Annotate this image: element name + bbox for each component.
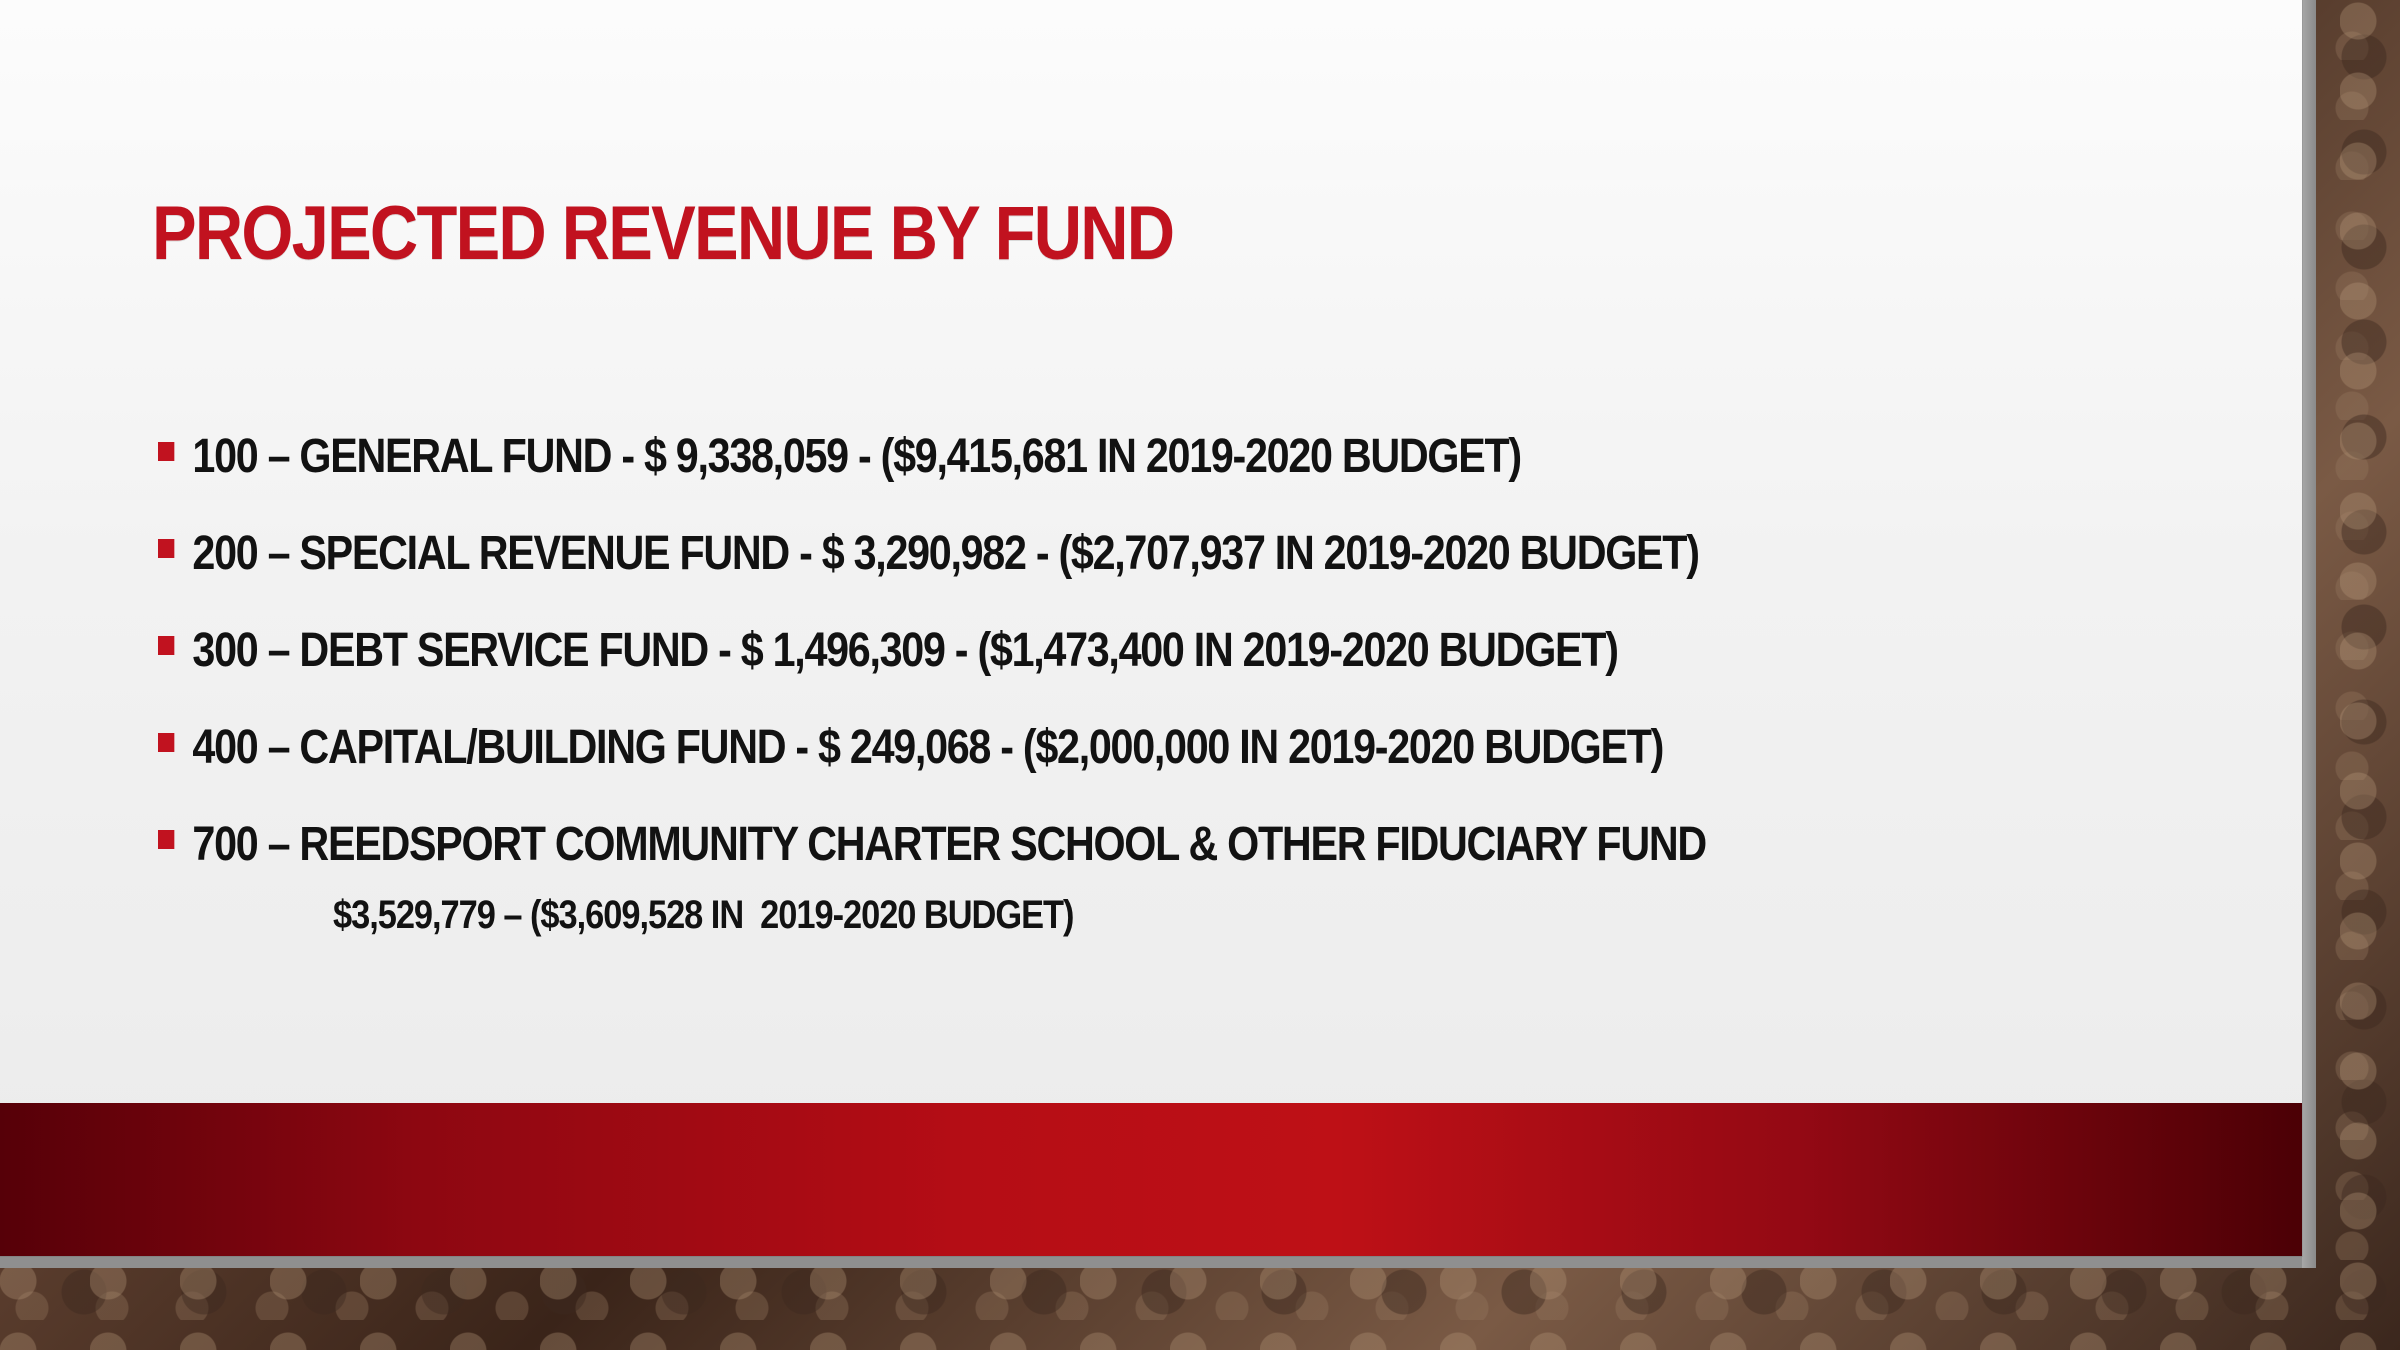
bullet-square-icon	[158, 733, 174, 752]
footer-red-band	[0, 1103, 2302, 1256]
fiduciary-fund-amount: $3,529,779 – ($3,609,528 IN 2019-2020 BUDGET)	[333, 893, 1074, 937]
slide-right-shadow	[2302, 0, 2316, 1268]
fund-item-special-revenue	[158, 522, 1792, 619]
bullet-square-icon	[158, 539, 174, 558]
bullet-square-icon	[158, 636, 174, 655]
fund-list	[158, 425, 2058, 910]
fund-item-text: 200 – SPECIAL REVENUE FUND - $ 3,290,982 - ($2,707,937 IN 2019-2020 BUDGET)	[192, 527, 1699, 580]
bullet-square-icon	[158, 442, 174, 461]
fund-item-text: 300 – DEBT SERVICE FUND - $ 1,496,309 - ($1,473,400 IN 2019-2020 BUDGET)	[192, 624, 1618, 677]
fund-item-text: 700 – REEDSPORT COMMUNITY CHARTER SCHOOL & OTHER FIDUCIARY FUND	[192, 818, 1706, 871]
fund-item-text: 100 – GENERAL FUND - $ 9,338,059 - ($9,415,681 IN 2019-2020 BUDGET)	[192, 430, 1521, 483]
fund-item-general	[158, 425, 1792, 522]
bullet-square-icon	[158, 830, 174, 849]
slide-title: PROJECTED REVENUE BY FUND	[152, 191, 1174, 276]
fund-item-debt-service	[158, 619, 1792, 716]
fund-item-text: 400 – CAPITAL/BUILDING FUND - $ 249,068 - ($2,000,000 IN 2019-2020 BUDGET)	[192, 721, 1664, 774]
fund-item-capital-building	[158, 716, 1792, 813]
